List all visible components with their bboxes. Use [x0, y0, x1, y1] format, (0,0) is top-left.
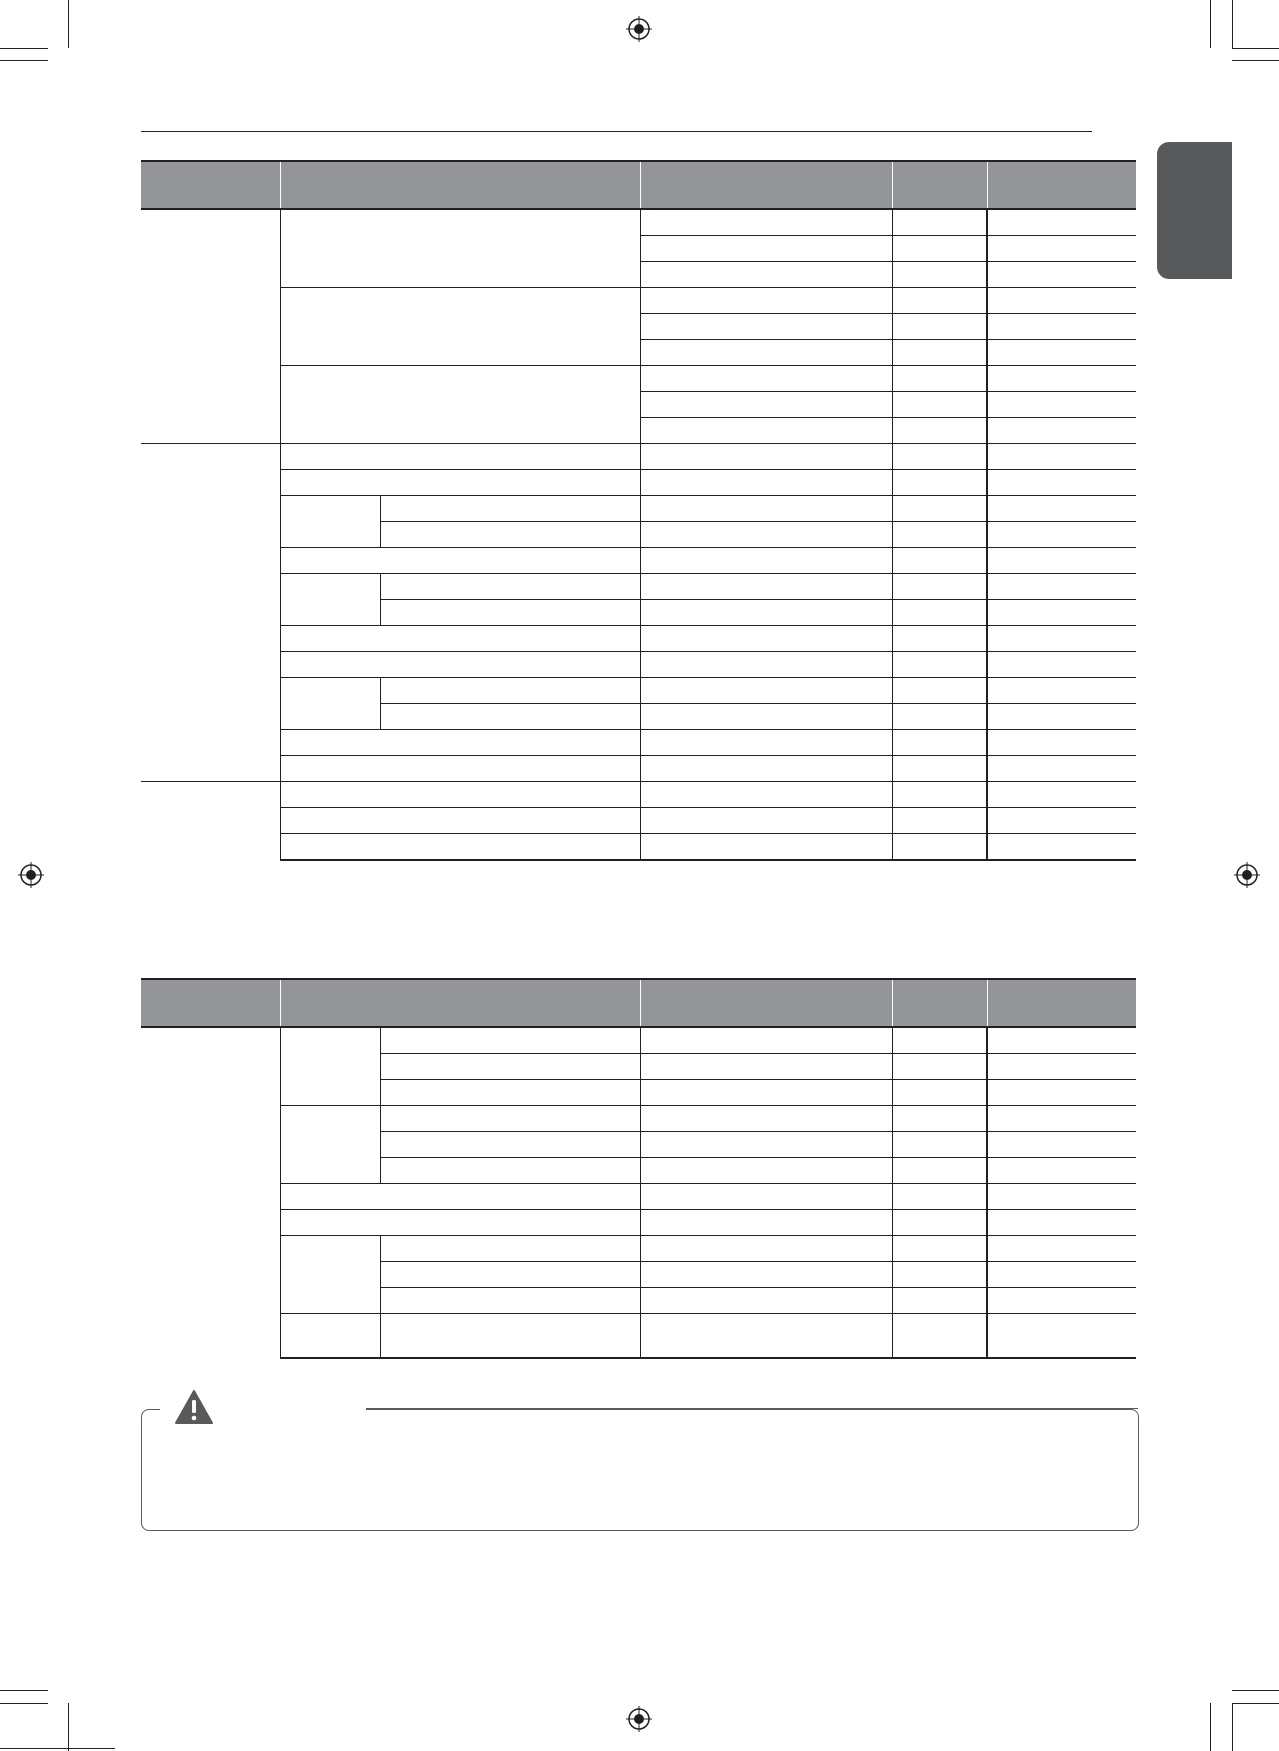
crop-mark [1232, 1703, 1279, 1704]
language-side-tab [1157, 142, 1232, 279]
header-cell [280, 979, 640, 1027]
table-row [141, 574, 1136, 600]
crop-mark [1232, 1703, 1233, 1751]
header-cell [987, 161, 1136, 209]
header-cell [141, 979, 280, 1027]
table-row [141, 678, 1136, 704]
crop-mark [1232, 0, 1233, 48]
header-cell [280, 161, 640, 209]
table-row [141, 548, 1136, 574]
crop-mark [1232, 1690, 1279, 1691]
table-row [141, 1106, 1136, 1132]
table-row [141, 496, 1136, 522]
warning-triangle-icon [174, 1389, 214, 1425]
crop-mark [0, 48, 48, 49]
table-row [141, 209, 1136, 236]
table-row [141, 366, 1136, 392]
table-row [141, 470, 1136, 496]
table-row [141, 1184, 1136, 1210]
registration-mark-icon [1234, 862, 1260, 888]
crop-mark [1232, 48, 1279, 49]
table-row [141, 626, 1136, 652]
header-cell [892, 979, 987, 1027]
header-cell [987, 979, 1136, 1027]
crop-mark [68, 1703, 69, 1751]
table-row [141, 1210, 1136, 1236]
table-row [141, 756, 1136, 782]
crop-mark [68, 0, 69, 48]
crop-mark [0, 60, 48, 61]
spec-table-2 [141, 978, 1136, 1359]
header-rule [141, 131, 1092, 132]
crop-mark [0, 1690, 48, 1691]
crop-mark [0, 1703, 48, 1704]
table-header-row [141, 161, 1136, 209]
table-row [141, 808, 1136, 834]
header-cell [640, 161, 892, 209]
table-row [141, 444, 1136, 470]
table-row [141, 1236, 1136, 1262]
spec-table-1 [141, 160, 1136, 861]
table-header-row [141, 979, 1136, 1027]
crop-mark [1232, 60, 1279, 61]
header-cell [640, 979, 892, 1027]
caution-rule [366, 1408, 1138, 1409]
table-row [141, 288, 1136, 314]
table-row [141, 652, 1136, 678]
table-row [141, 1027, 1136, 1054]
caution-box [141, 1409, 1139, 1531]
table-row [141, 834, 1136, 861]
table-row [141, 1314, 1136, 1359]
crop-mark [1210, 0, 1211, 48]
header-cell [892, 161, 987, 209]
crop-mark [1210, 1703, 1211, 1751]
table-row [141, 782, 1136, 808]
table-row [141, 730, 1136, 756]
registration-mark-icon [18, 862, 44, 888]
crop-mark [0, 1748, 115, 1749]
registration-mark-icon [626, 16, 652, 42]
header-cell [141, 161, 280, 209]
registration-mark-icon [626, 1706, 652, 1732]
